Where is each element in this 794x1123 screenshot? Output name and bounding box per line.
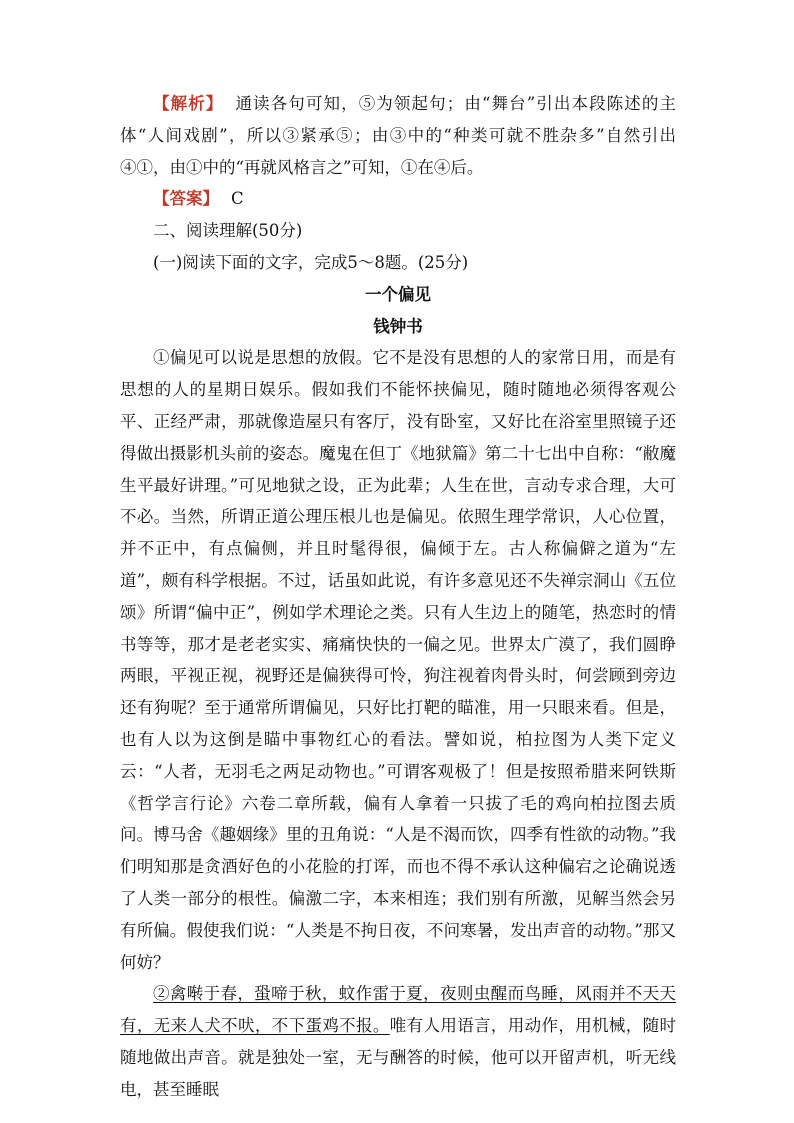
article-paragraph-1: ①偏见可以说是思想的放假。它不是没有思想的人的家常日用，而是有思想的人的星期日娱乐。假如我们不能怀挟偏见，随时随地必须得客观公平、正经严肃，那就像造屋只有客厅，没有卧室，又好比在浴室里照镜子还得做出摄影机头前的姿态。魔鬼在但丁《地狱篇》第二十七出中自称：“敝魔生平最好讲理。”可见地狱之设，正为此辈；人生在世，言动专求合理，大可不必。当然，所谓正道公理压根儿也是偏见。依照生理学常识，人心位置，并不正中，有点偏侧，并且时髦得很，偏倾于左。古人称偏僻之道为“左道”，颇有科学根据。不过，话虽如此说，有许多意见还不失禅宗洞山《五位颂》所谓“偏中正”，例如学术理论之类。只有人生边上的随笔，热恋时的情书等等，那才是老老实实、痛痛快快的一偏之见。世界太广漠了，我们圆睁两眼，平视正视，视野还是偏狭得可怜，狗注视着肉骨头时，何尝顾到旁边还有狗呢？至于通常所谓偏见，只好比打靶的瞄准，用一只眼来看。但是，也有人以为这倒是瞄中事物红心的看法。譬如说，柏拉图为人类下定义云：“人者，无羽毛之两足动物也。”可谓客观极了！但是按照希腊来阿铁斯《哲学言行论》六卷二章所载，偏有人拿着一只拔了毛的鸡向柏拉图去质问。博马舍《趣姻缘》里的丑角说：“人是不渴而饮，四季有性欲的动物。”我们明知那是贪酒好色的小花脸的打诨，而也不得不承认这种偏宕之论确说透了人类一部分的根性。偏激二字，本来相连；我们别有所激，见解当然会另有所偏。假使我们说：“人类是不拘日夜，不问寒暑，发出声音的动物。”那又何妨？ [120,348,676,972]
document-page [120,88,676,1106]
analysis-paragraph [120,88,676,183]
answer-tag: 【答案】 [153,189,219,209]
article-title: 一个偏见 [365,284,431,304]
underlined-sentence: ②禽啭于春，蛩啼于秋，蚊作雷于夏，夜则虫醒而鸟睡，风雨并不天天有，无来人犬不吠，不下蛋鸡不报。 [120,984,676,1036]
analysis-text: 通读各句可知，⑤为领起句；由“舞台”引出本段陈述的主体“人间戏剧”，所以③紧承⑤；由③中的“种类可就不胜杂多”自然引出④①，由①中的“再就风格言之”可知，①在④后。 [120,94,677,177]
section-heading: 二、阅读理解(50分) [153,221,303,241]
paragraph-2-rest: 唯有人用语言，用动作，用机械，随时随地做出声音。就是独处一室，无与酬答的时候，他可以开留声机，听无线电，甚至睡眠 [120,1016,676,1099]
article-author: 钱钟书 [373,316,423,336]
answer-value: C [231,189,244,209]
section-instruction: (一)阅读下面的文字，完成5～8题。(25分) [153,252,469,272]
analysis-tag: 【解析】 [153,94,224,113]
article-paragraph-2 [120,978,676,1105]
answer-paragraph [120,183,676,215]
